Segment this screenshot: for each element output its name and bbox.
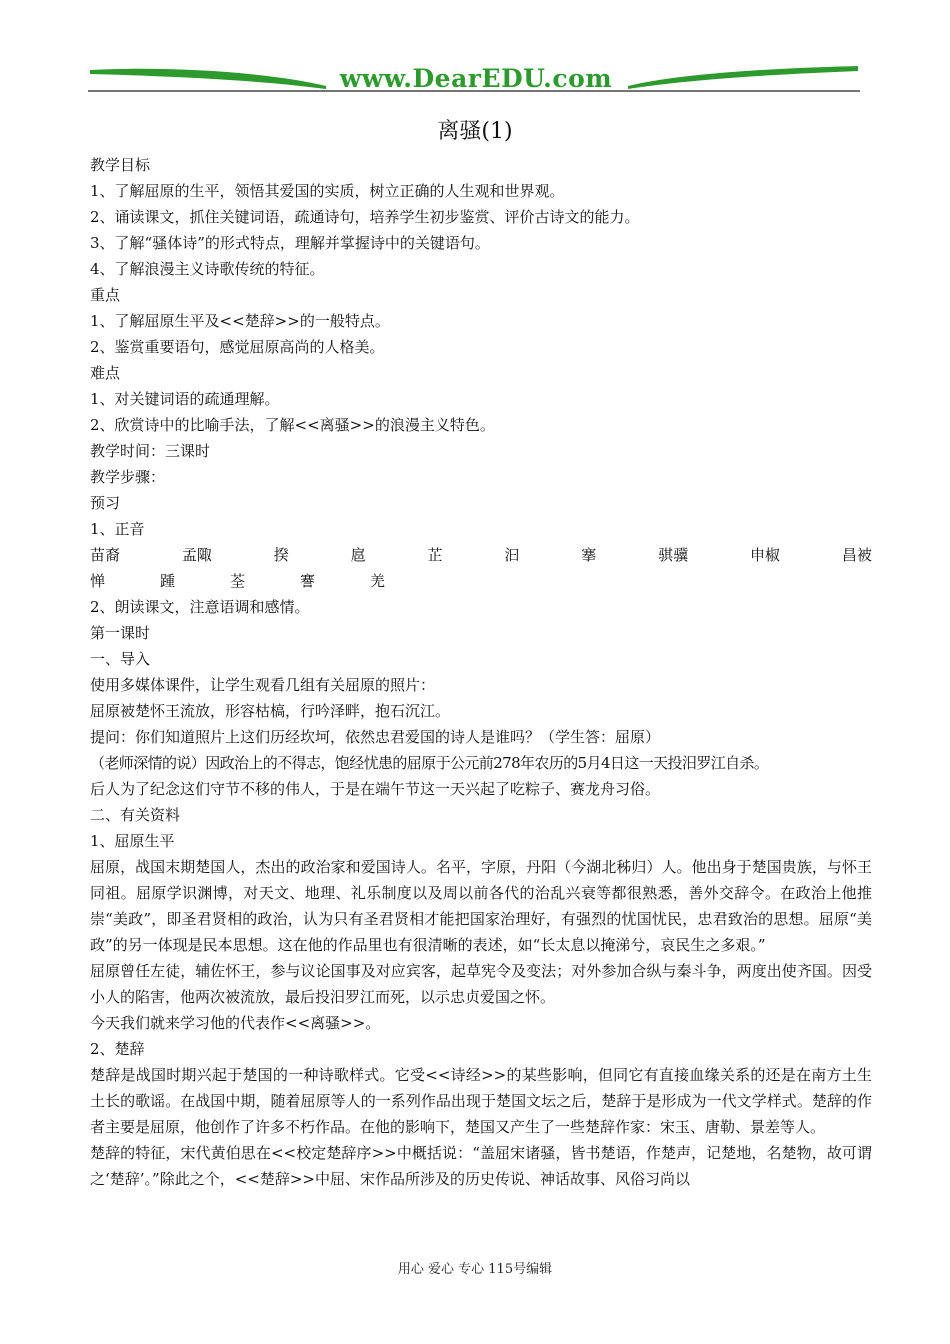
text-line: 2、诵读课文，抓住关键词语，疏通诗句，培养学生初步鉴赏、评价古诗文的能力。: [90, 208, 640, 226]
page-title: 离骚(1): [437, 119, 513, 144]
section-heading: 一、导入: [90, 650, 151, 668]
paragraph-quyuan-bio: 屈原，战国末期楚国人，杰出的政治家和爱国诗人。名平，字原，丹阳（今湖北秭归）人。他出身于楚国贵族，与怀王同祖。屈原学识渊博，对天文、地理、礼乐制度以及周以前各代的治乱兴衰等都很熟悉，善外交辞令。在政治上他推崇“美政”，即圣君贤相的政治，认为只有圣君贤相才能把国家治理好，有强烈的忧国忧民，忠君致治的思想。屈原“美政”的另一体现是民本思想。这在他的作品里也有很清晰的表述，如“长太息以掩涕兮，哀民生之多艰。”: [90, 858, 872, 954]
pronunciation-word: 荃: [230, 572, 246, 590]
text-line: 今天我们就来学习他的代表作<<离骚>>。: [90, 1014, 381, 1032]
pronunciation-word: 申椒: [750, 546, 781, 564]
text-line: 使用多媒体课件，让学生观看几组有关屈原的照片：: [90, 676, 436, 694]
pronunciation-word: 搴: [581, 546, 597, 564]
text-line: 提问：你们知道照片上这们历经坎坷，依然忠君爱国的诗人是谁吗？（学生答：屈原）: [90, 728, 661, 746]
paragraph-quyuan-career: 屈原曾任左徒，辅佐怀王，参与议论国事及对应宾客，起草宪令及变法；对外参加合纵与秦斗争，两度出使齐国。因受小人的陷害，他两次被流放，最后投汨罗江而死，以示忠贞爱国之怀。: [90, 962, 872, 1006]
pronunciation-word: 汩: [504, 546, 520, 564]
pronunciation-word: 羌: [370, 572, 386, 590]
pronunciation-row: [90, 542, 872, 568]
paragraph-chuci-features: 楚辞的特征，宋代黄伯思在<<校定楚辞序>>中概括说：“盖屈宋诸骚，皆书楚语，作楚声，记楚地，名楚物，故可谓之‘楚辞’。”除此之个，<<楚辞>>中屈、宋作品所涉及的历史传说、神话故事、风俗习尚以: [90, 1144, 872, 1188]
section-heading: 预习: [90, 494, 121, 512]
text-line: 2、朗读课文，注意语调和感情。: [90, 598, 310, 616]
text-line: 1、了解屈原的生平，领悟其爱国的实质，树立正确的人生观和世界观。: [90, 182, 565, 200]
section-heading: 难点: [90, 364, 121, 382]
section-heading: 重点: [90, 286, 121, 304]
text-line: 1、正音: [90, 520, 145, 538]
pronunciation-word: 扈: [350, 546, 366, 564]
pronunciation-word: 苗裔: [90, 546, 121, 564]
text-line: 教学步骤：: [90, 468, 166, 486]
section-heading: 二、有关资料: [90, 806, 181, 824]
text-line: 后人为了纪念这们守节不移的伟人，于是在端午节这一天兴起了吃粽子、赛龙舟习俗。: [90, 780, 661, 798]
text-line: 屈原被楚怀王流放，形容枯槁，行吟泽畔，抱石沉江。: [90, 702, 451, 720]
pronunciation-row: [90, 568, 872, 594]
pronunciation-word: 芷: [427, 546, 443, 564]
page-footer: 用心 爱心 专心 115号编辑: [397, 1262, 553, 1277]
site-logo: www.DearEDU.com: [339, 64, 613, 93]
text-line: 教学时间：三课时: [90, 442, 211, 460]
text-line: 4、了解浪漫主义诗歌传统的特征。: [90, 260, 325, 278]
text-line: 1、了解屈原生平及<<楚辞>>的一般特点。: [90, 312, 390, 330]
section-heading: 第一课时: [90, 624, 151, 642]
text-line: 2、欣赏诗中的比喻手法，了解<<离骚>>的浪漫主义特色。: [90, 416, 495, 434]
text-line: 教学目标: [90, 156, 151, 174]
section-heading: 1、屈原生平: [90, 832, 175, 850]
text-line: 3、了解“骚体诗”的形式特点，理解并掌握诗中的关键语句。: [90, 234, 490, 252]
pronunciation-word: 骐骥: [658, 546, 689, 564]
pronunciation-word: 孟陬: [181, 546, 212, 564]
section-heading: 2、楚辞: [90, 1040, 145, 1058]
document-body: [90, 152, 872, 1192]
pronunciation-word: 揆: [273, 546, 289, 564]
pronunciation-word: 昌被: [841, 546, 872, 564]
paragraph-chuci-origin: 楚辞是战国时期兴起于楚国的一种诗歌样式。它受<<诗经>>的某些影响，但同它有直接血缘关系的还是在南方土生土长的歌谣。在战国中期，随着屈原等人的一系列作品出现于楚国文坛之后，楚辞于是形成为一代文学样式。楚辞的作者主要是屈原，他创作了许多不朽作品。在他的影响下，楚国又产生了一些楚辞作家：宋玉、唐勒、景差等人。: [90, 1066, 872, 1136]
pronunciation-word: 謇: [300, 572, 316, 590]
text-line: 2、鉴赏重要语句，感觉屈原高尚的人格美。: [90, 338, 385, 356]
pronunciation-word: 踵: [160, 572, 176, 590]
pronunciation-word: 惮: [90, 572, 106, 590]
header-banner: [88, 62, 860, 96]
text-line: （老师深情的说）因政治上的不得志，饱经忧患的屈原于公元前278年农历的5月4日这一天投汨罗江自杀。: [90, 754, 769, 772]
text-line: 1、对关键词语的疏通理解。: [90, 390, 280, 408]
